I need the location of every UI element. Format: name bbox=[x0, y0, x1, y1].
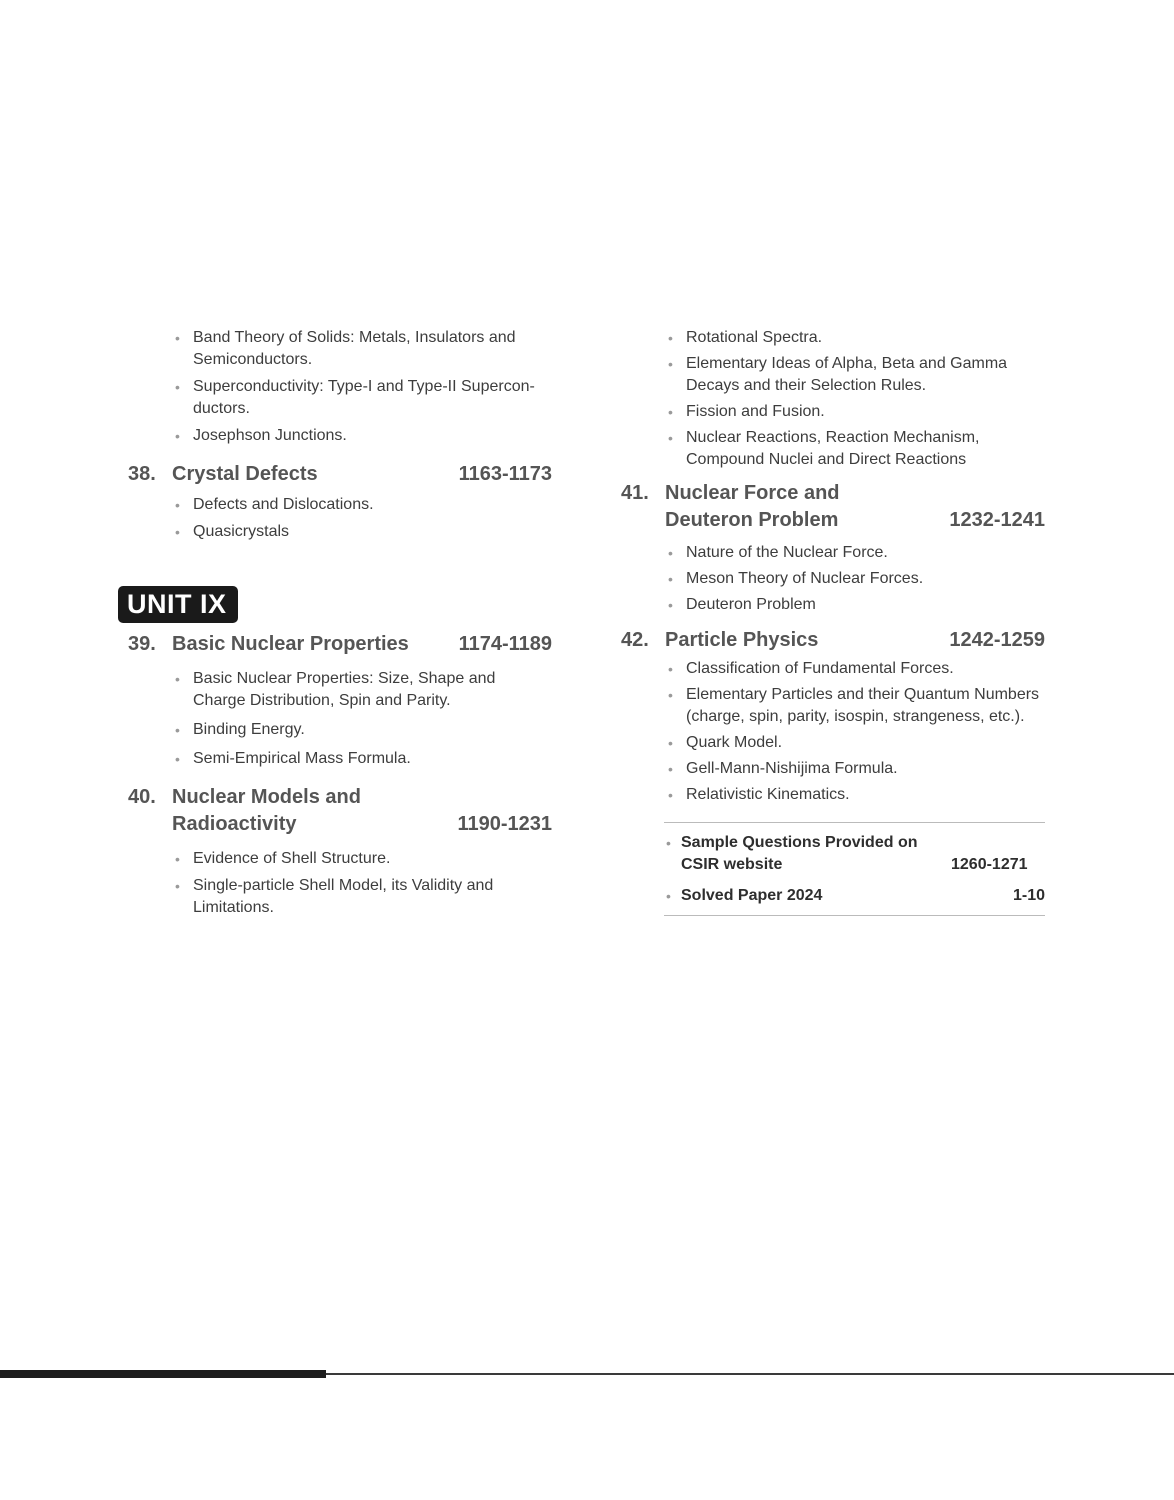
chapter-pages: 1174-1189 bbox=[458, 633, 552, 655]
bullet-icon: • bbox=[668, 761, 673, 777]
chapter-38-heading[interactable] bbox=[128, 461, 552, 488]
chapter-pages: 1242-1259 bbox=[949, 629, 1045, 651]
list-item: • Quasicrystals bbox=[193, 521, 552, 543]
unit-badge: UNIT IX bbox=[118, 586, 238, 623]
list-item: • Binding Energy. bbox=[193, 719, 552, 741]
list-item: • Superconductivity: Type-I and Type-II Supercon-ductors. bbox=[175, 378, 535, 417]
bullet-icon: • bbox=[668, 661, 673, 677]
right-column bbox=[621, 327, 1045, 916]
bullet-icon: • bbox=[666, 835, 671, 851]
bullet-icon: • bbox=[175, 497, 180, 513]
list-item: • Fission and Fusion. bbox=[686, 401, 1045, 423]
bullet-icon: • bbox=[668, 571, 673, 587]
bullet-icon: • bbox=[175, 671, 180, 687]
chapter-pages: 1232-1241 bbox=[949, 509, 1045, 531]
list-item: • Elementary Particles and their Quantum Numbers (charge, spin, parity, isospin, strangeness, etc.). bbox=[668, 686, 1040, 725]
chapter-38-topics bbox=[128, 494, 552, 543]
chapter-39-heading[interactable] bbox=[128, 631, 552, 658]
bullet-icon: • bbox=[175, 330, 180, 346]
list-item: • Single-particle Shell Model, its Validity and Limitations. bbox=[175, 877, 494, 916]
list-item: • Defects and Dislocations. bbox=[193, 494, 552, 516]
chapter-number: 41. bbox=[621, 482, 649, 504]
chapter-41-topics bbox=[621, 542, 1045, 616]
bullet-icon: • bbox=[668, 356, 673, 372]
bullet-icon: • bbox=[666, 888, 671, 904]
chapter-title-line1: Nuclear Force and bbox=[665, 482, 840, 504]
bullet-icon: • bbox=[668, 545, 673, 561]
chapter-41-heading[interactable] bbox=[621, 480, 1045, 534]
list-item: • Semi-Empirical Mass Formula. bbox=[193, 748, 552, 770]
chapter-40-topics bbox=[128, 848, 552, 919]
list-item: • Relativistic Kinematics. bbox=[686, 784, 1045, 806]
bullet-icon: • bbox=[175, 722, 180, 738]
chapter-title-line2: Deuteron Problem bbox=[665, 509, 839, 531]
footer-rule-thick bbox=[0, 1370, 326, 1378]
bullet-icon: • bbox=[668, 430, 673, 446]
list-item: • Classification of Fundamental Forces. bbox=[686, 658, 1045, 680]
chapter-title: Basic Nuclear Properties bbox=[172, 633, 409, 655]
extra-sample-questions[interactable] bbox=[664, 832, 1045, 876]
chapter-title-line1: Nuclear Models and bbox=[172, 786, 361, 808]
list-item: • Band Theory of Solids: Metals, Insulators and Semiconductors. bbox=[175, 329, 516, 368]
list-item: • Nuclear Reactions, Reaction Mechanism, Compound Nuclei and Direct Reactions bbox=[668, 429, 980, 468]
left-intro-list bbox=[128, 327, 552, 447]
bullet-icon: • bbox=[175, 751, 180, 767]
chapter-pages: 1190-1231 bbox=[457, 813, 552, 835]
extra-solved-paper[interactable] bbox=[664, 885, 1045, 907]
bullet-icon: • bbox=[668, 687, 673, 703]
list-item: • Gell-Mann-Nishijima Formula. bbox=[686, 758, 1045, 780]
right-intro-list bbox=[621, 327, 1045, 471]
extra-title: Sample Questions Provided on CSIR website bbox=[681, 834, 918, 873]
chapter-40-heading[interactable] bbox=[128, 784, 552, 838]
bullet-icon: • bbox=[668, 330, 673, 346]
bullet-icon: • bbox=[175, 878, 180, 894]
list-item: • Nature of the Nuclear Force. bbox=[686, 542, 1045, 564]
bullet-icon: • bbox=[668, 404, 673, 420]
extra-pages: 1260-1271 bbox=[951, 856, 1028, 873]
footer-rule-thin bbox=[326, 1373, 1174, 1375]
bullet-icon: • bbox=[668, 787, 673, 803]
chapter-42-topics bbox=[621, 658, 1045, 806]
chapter-number: 38. bbox=[128, 463, 156, 485]
chapter-title-line2: Radioactivity bbox=[172, 813, 297, 835]
bullet-icon: • bbox=[175, 851, 180, 867]
bullet-icon: • bbox=[175, 379, 180, 395]
extras-box bbox=[664, 822, 1045, 916]
chapter-pages: 1163-1173 bbox=[458, 463, 552, 485]
list-item: • Meson Theory of Nuclear Forces. bbox=[686, 568, 1045, 590]
bullet-icon: • bbox=[668, 597, 673, 613]
list-item: • Elementary Ideas of Alpha, Beta and Gamma Decays and their Selection Rules. bbox=[668, 355, 1008, 394]
chapter-number: 42. bbox=[621, 629, 649, 651]
chapter-title: Crystal Defects bbox=[172, 463, 318, 485]
chapter-42-heading[interactable] bbox=[621, 627, 1045, 654]
extra-pages: 1-10 bbox=[1012, 887, 1045, 904]
list-item: • Rotational Spectra. bbox=[686, 327, 1045, 349]
bullet-icon: • bbox=[668, 735, 673, 751]
chapter-39-topics bbox=[128, 668, 552, 770]
list-item: • Evidence of Shell Structure. bbox=[193, 848, 552, 870]
list-item: • Josephson Junctions. bbox=[193, 425, 552, 447]
chapter-number: 39. bbox=[128, 633, 156, 655]
chapter-title: Particle Physics bbox=[665, 629, 819, 651]
list-item: • Quark Model. bbox=[686, 732, 1045, 754]
bullet-icon: • bbox=[175, 524, 180, 540]
chapter-number: 40. bbox=[128, 786, 156, 808]
list-item: • Basic Nuclear Properties: Size, Shape and Charge Distribution, Spin and Parity. bbox=[175, 670, 496, 709]
left-column bbox=[128, 327, 552, 924]
list-item: • Deuteron Problem bbox=[686, 594, 1045, 616]
bullet-icon: • bbox=[175, 428, 180, 444]
extra-title: Solved Paper 2024 bbox=[681, 887, 823, 904]
